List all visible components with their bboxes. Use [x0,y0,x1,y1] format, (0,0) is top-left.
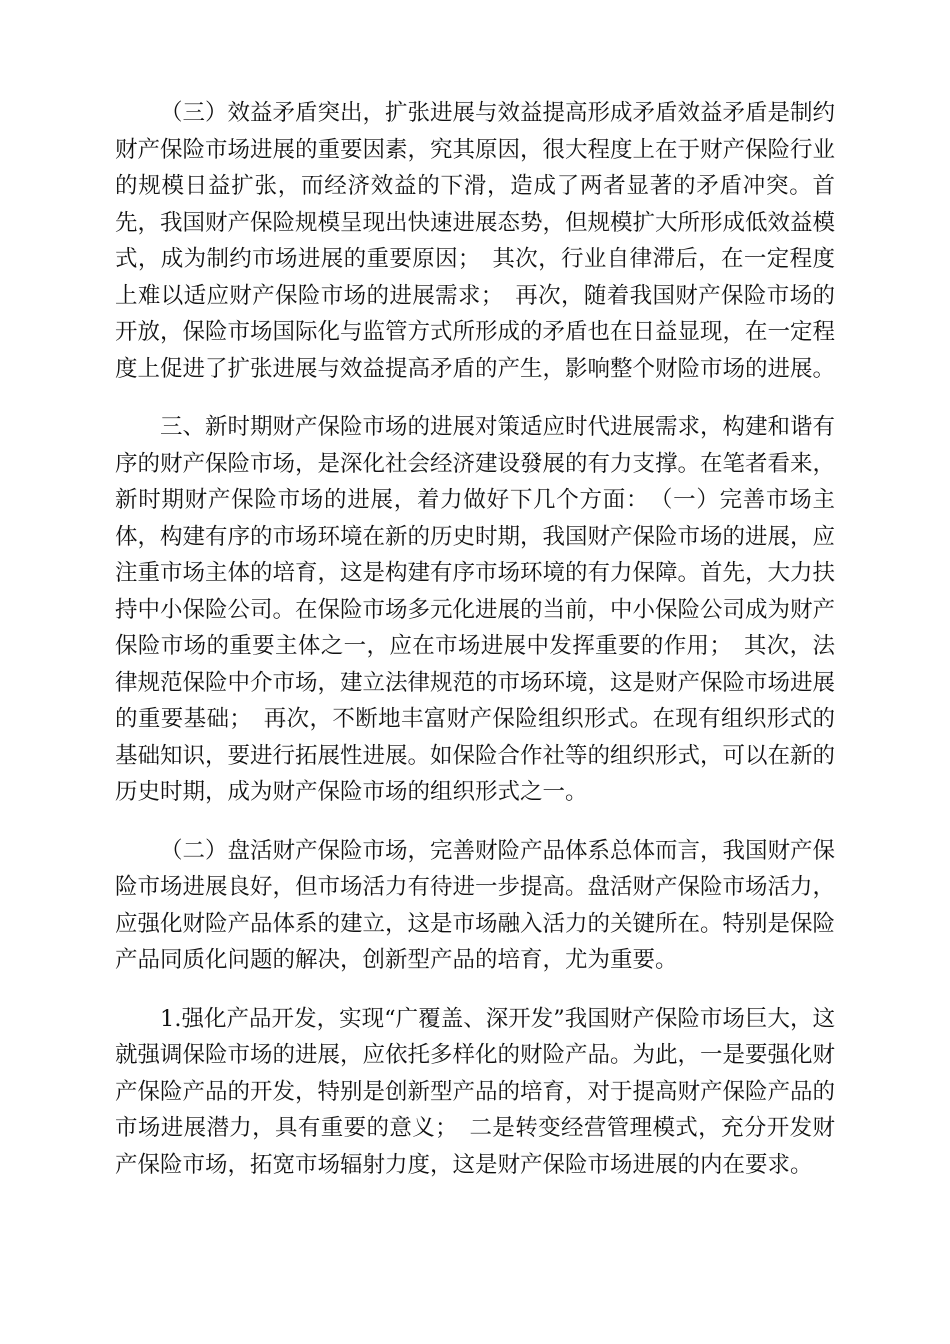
document-body [115,95,835,1205]
paragraph-revitalize-market: （二）盘活财产保险市场，完善财险产品体系总体而言，我国财产保险市场进展良好，但市场活力有待进一步提高。盘活财产保险市场活力，应强化财险产品体系的建立，这是市场融入活力的关键所在。特别是保险产品同质化问题的解决，创新型产品的培育，尤为重要。 [115,837,836,973]
paragraph-efficiency-conflict: （三）效益矛盾突出，扩张进展与效益提高形成矛盾效益矛盾是制约财产保险市场进展的重要因素，究其原因，很大程度上在于财产保险行业的规模日益扩张，而经济效益的下滑，造成了两者显著的矛盾冲突。首先，我国财产保险规模呈现出快速进展态势，但规模扩大所形成低效益模式，成为制约市场进展的重要原因； 其次，行业自律滞后，在一定程度上难以适应财产保险市场的进展需求； 再次，随着我国财产保险市场的开放，保险市场国际化与监管方式所形成的矛盾也在日益显现，在一定程度上促进了扩张进展与效益提高矛盾的产生，影响整个财险市场的进展。 [115,100,836,382]
paragraph-development-strategies: 三、新时期财产保险市场的进展对策适应时代进展需求，构建和谐有序的财产保险市场，是深化社会经济建设發展的有力支撑。在笔者看来，新时期财产保险市场的进展，着力做好下几个方面： （一）完善市场主体，构建有序的市场环境在新的历史时期，我国财产保险市场的进展，应注重市场主体的培育，这是构建有序市场环境的有力保障。首先，大力扶持中小保险公司。在保险市场多元化进展的当前，中小保险公司成为财产保险市场的重要主体之一，应在市场进展中发挥重要的作用； 其次，法律规范保险中介市场，建立法律规范的市场环境，这是财产保险市场进展的重要基础； 再次，不断地丰富财产保险组织形式。在现有组织形式的基础知识，要进行拓展性进展。如保险合作社等的组织形式，可以在新的历史时期，成为财产保险市场的组织形式之一。 [115,414,836,805]
paragraph-product-development: 1.强化产品开发，实现“广覆盖、深开发”我国财产保险市场巨大，这就强调保险市场的进展，应依托多样化的财险产品。为此，一是要强化财产保险产品的开发，特别是创新型产品的培育，对于提高财产保险产品的市场进展潜力，具有重要的意义； 二是转变经营管理模式，充分开发财产保险市场，拓宽市场辐射力度，这是财产保险市场进展的内在要求。 [115,1005,836,1178]
